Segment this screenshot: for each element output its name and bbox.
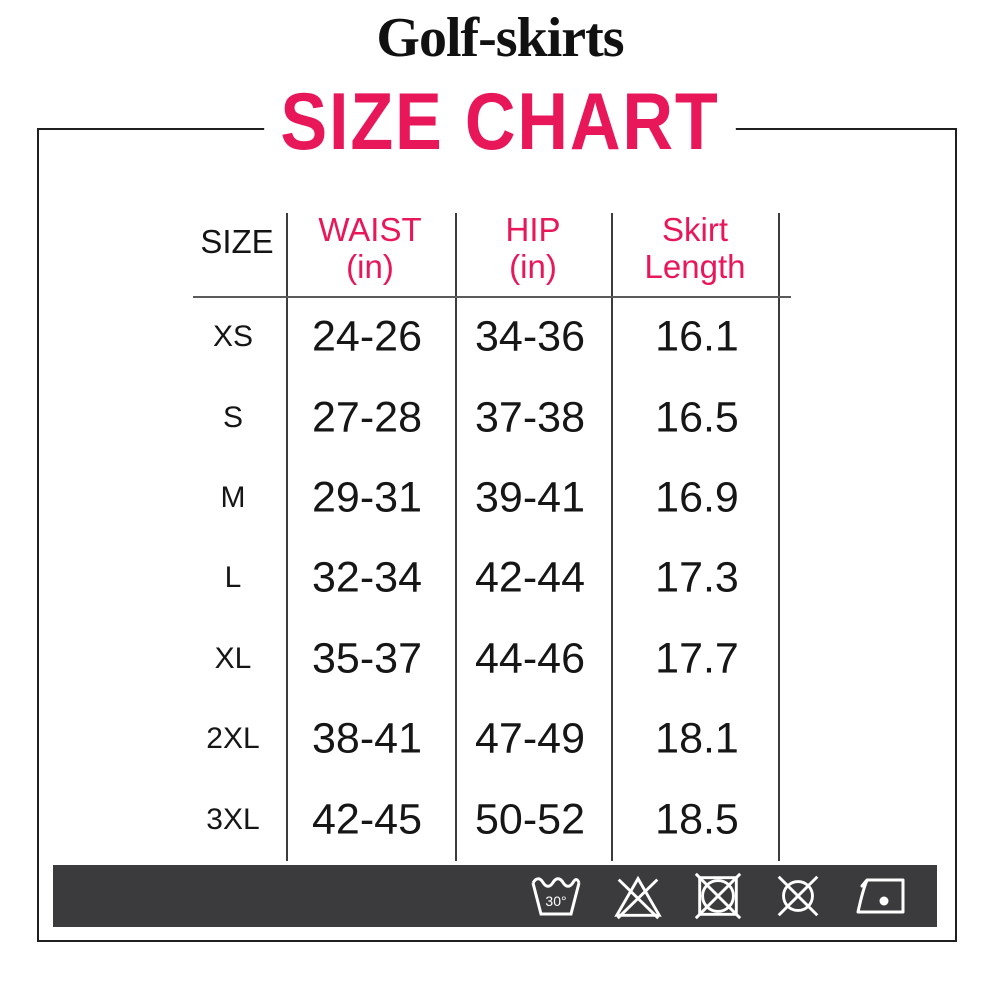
size-cell: XS — [212, 320, 254, 354]
size-cell: M — [220, 481, 246, 515]
hip-cell: 50-52 — [475, 795, 585, 844]
waist-cell: 32-34 — [312, 553, 422, 602]
do-not-tumble-dry-icon — [691, 868, 745, 924]
iron-low-heat-icon — [851, 870, 911, 922]
table-row-s — [0, 377, 1000, 457]
hip-cell: 37-38 — [475, 393, 585, 442]
size-table-body — [0, 297, 1000, 860]
column-header-hip — [505, 211, 560, 285]
svg-text:30°: 30° — [545, 893, 567, 909]
column-header-waist-unit: (in) — [346, 248, 394, 285]
column-header-skirt-length-label1: Skirt — [662, 211, 728, 248]
skirt-length-cell: 17.7 — [655, 634, 739, 683]
waist-cell: 42-45 — [312, 795, 422, 844]
hip-cell: 42-44 — [475, 553, 585, 602]
table-row-m — [0, 458, 1000, 538]
skirt-length-cell: 16.1 — [655, 312, 739, 361]
waist-cell: 35-37 — [312, 634, 422, 683]
column-header-size-label: SIZE — [200, 223, 274, 260]
column-header-skirt-length — [645, 211, 746, 285]
table-row-xl — [0, 619, 1000, 699]
machine-wash-30-icon — [527, 868, 585, 924]
hip-cell: 44-46 — [475, 634, 585, 683]
skirt-length-cell: 18.5 — [655, 795, 739, 844]
waist-cell: 29-31 — [312, 473, 422, 522]
skirt-length-cell: 16.5 — [655, 393, 739, 442]
waist-cell: 24-26 — [312, 312, 422, 361]
table-row-2xl — [0, 699, 1000, 779]
table-row-xs — [0, 297, 1000, 377]
page-title-wrap — [0, 75, 1000, 167]
skirt-length-cell: 17.3 — [655, 553, 739, 602]
column-header-hip-unit: (in) — [509, 248, 557, 285]
size-cell: L — [224, 561, 242, 595]
size-cell: 2XL — [206, 722, 260, 756]
hip-cell: 39-41 — [475, 473, 585, 522]
care-instructions-bar — [53, 865, 937, 927]
hip-cell: 34-36 — [475, 312, 585, 361]
skirt-length-cell: 16.9 — [655, 473, 739, 522]
brand-title: Golf-skirts — [376, 7, 624, 69]
size-cell: 3XL — [206, 802, 260, 836]
waist-cell: 27-28 — [312, 393, 422, 442]
column-header-size — [200, 223, 273, 260]
column-header-waist — [318, 211, 421, 285]
do-not-dry-clean-icon — [771, 868, 825, 924]
size-cell: XL — [214, 641, 252, 675]
size-cell: S — [222, 400, 244, 434]
hip-cell: 47-49 — [475, 714, 585, 763]
table-row-3xl — [0, 780, 1000, 860]
table-row-l — [0, 538, 1000, 618]
column-header-hip-label: HIP — [505, 211, 561, 248]
skirt-length-cell: 18.1 — [655, 714, 739, 763]
column-header-skirt-length-label2: Length — [644, 248, 746, 285]
page-title: SIZE CHART — [264, 80, 736, 161]
column-header-waist-label: WAIST — [318, 211, 422, 248]
waist-cell: 38-41 — [312, 714, 422, 763]
do-not-bleach-icon — [611, 868, 665, 924]
